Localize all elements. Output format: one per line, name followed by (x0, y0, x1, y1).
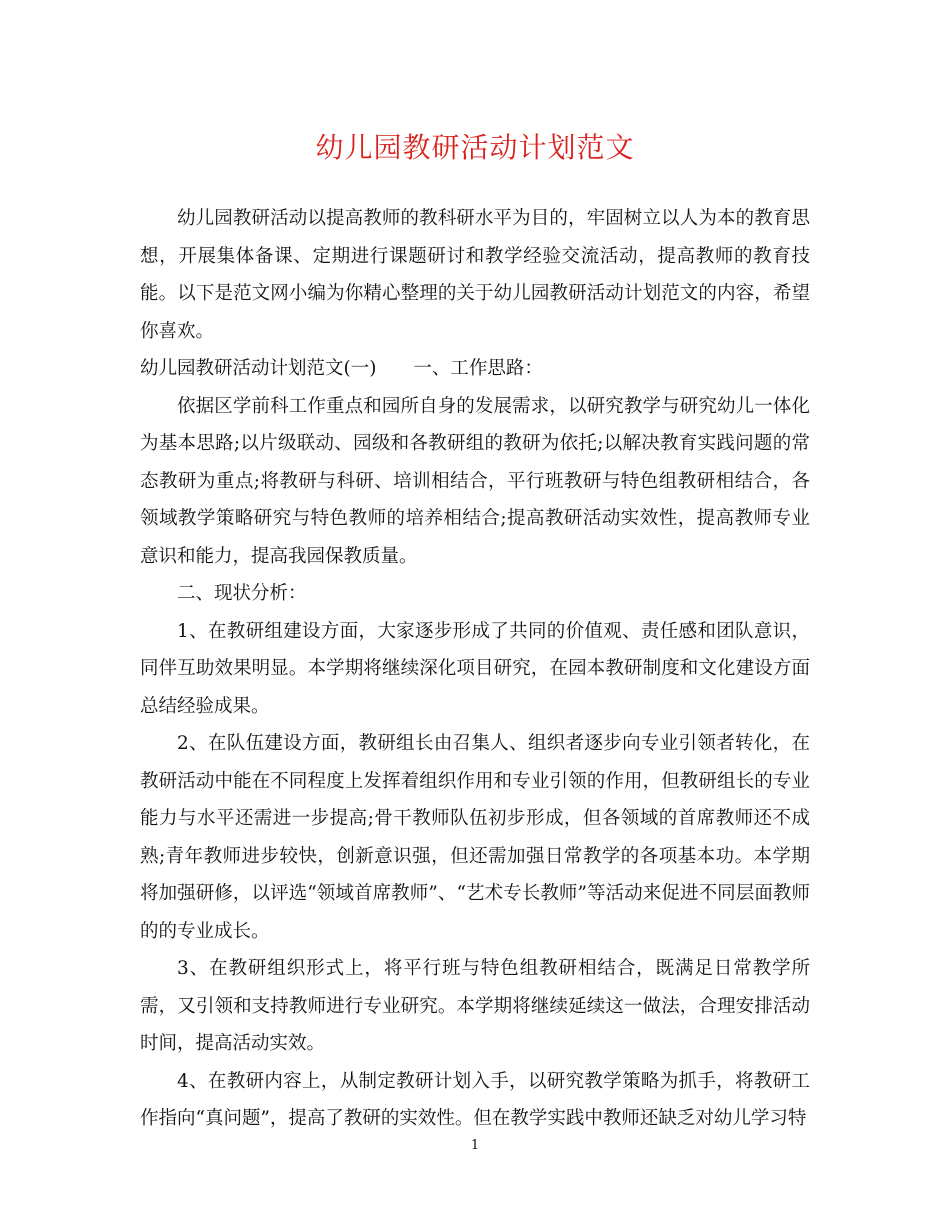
status-paragraph-3: 3、在教研组织形式上，将平行班与特色组教研相结合，既满足日常教学所需，又引领和支持教师进行专业研究。本学期将继续延续这一做法，合理安排活动时间，提高活动实效。 (140, 958, 810, 1054)
work-approach-paragraph: 依据区学前科工作重点和园所自身的发展需求，以研究教学与研究幼儿一体化为基本思路;以片级联动、园级和各教研组的教研为依托;以解决教育实践问题的常态教研为重点;将教研与科研、培训相结合，平行班教研与特色组教研相结合，各领域教学策略研究与特色教师的培养相结合;提高教研活动实效性，提高教师专业意识和能力，提高我园保教质量。 (140, 395, 810, 567)
document-title: 幼儿园教研活动计划范文 (315, 131, 635, 164)
page-number: 1 (470, 1138, 480, 1153)
status-paragraph-2: 2、在队伍建设方面，教研组长由召集人、组织者逐步向专业引领者转化，在教研活动中能在不同程度上发挥着组织作用和专业引领的作用，但教研组长的专业能力与水平还需进一步提高;骨干教师队伍初步形成，但各领域的首席教师还不成熟;青年教师进步较快，创新意识强，但还需加强日常教学的各项基本功。本学期将加强研修，以评选“领域首席教师”、“艺术专长教师”等活动来促进不同层面教师的的专业成长。 (140, 733, 810, 942)
section-heading-status-analysis: 二、现状分析： (177, 583, 307, 604)
intro-paragraph: 幼儿园教研活动以提高教师的教科研水平为目的，牢固树立以人为本的教育思想，开展集体备课、定期进行课题研讨和教学经验交流活动，提高教师的教育技能。以下是范文网小编为你精心整理的关于幼儿园教研活动计划范文的内容，希望你喜欢。 (140, 208, 810, 342)
status-paragraph-4: 4、在教研内容上，从制定教研计划入手，以研究教学策略为抓手，将教研工作指向“真问题”，提高了教研的实效性。但在教学实践中教师还缺乏对幼儿学习特 (140, 1070, 810, 1129)
status-paragraph-1: 1、在教研组建设方面，大家逐步形成了共同的价值观、责任感和团队意识，同伴互助效果明显。本学期将继续深化项目研究，在园本教研制度和文化建设方面总结经验成果。 (140, 620, 810, 717)
section-heading-example-one: 幼儿园教研活动计划范文(一) 一、工作思路： (140, 358, 543, 379)
document-body (140, 200, 810, 1138)
